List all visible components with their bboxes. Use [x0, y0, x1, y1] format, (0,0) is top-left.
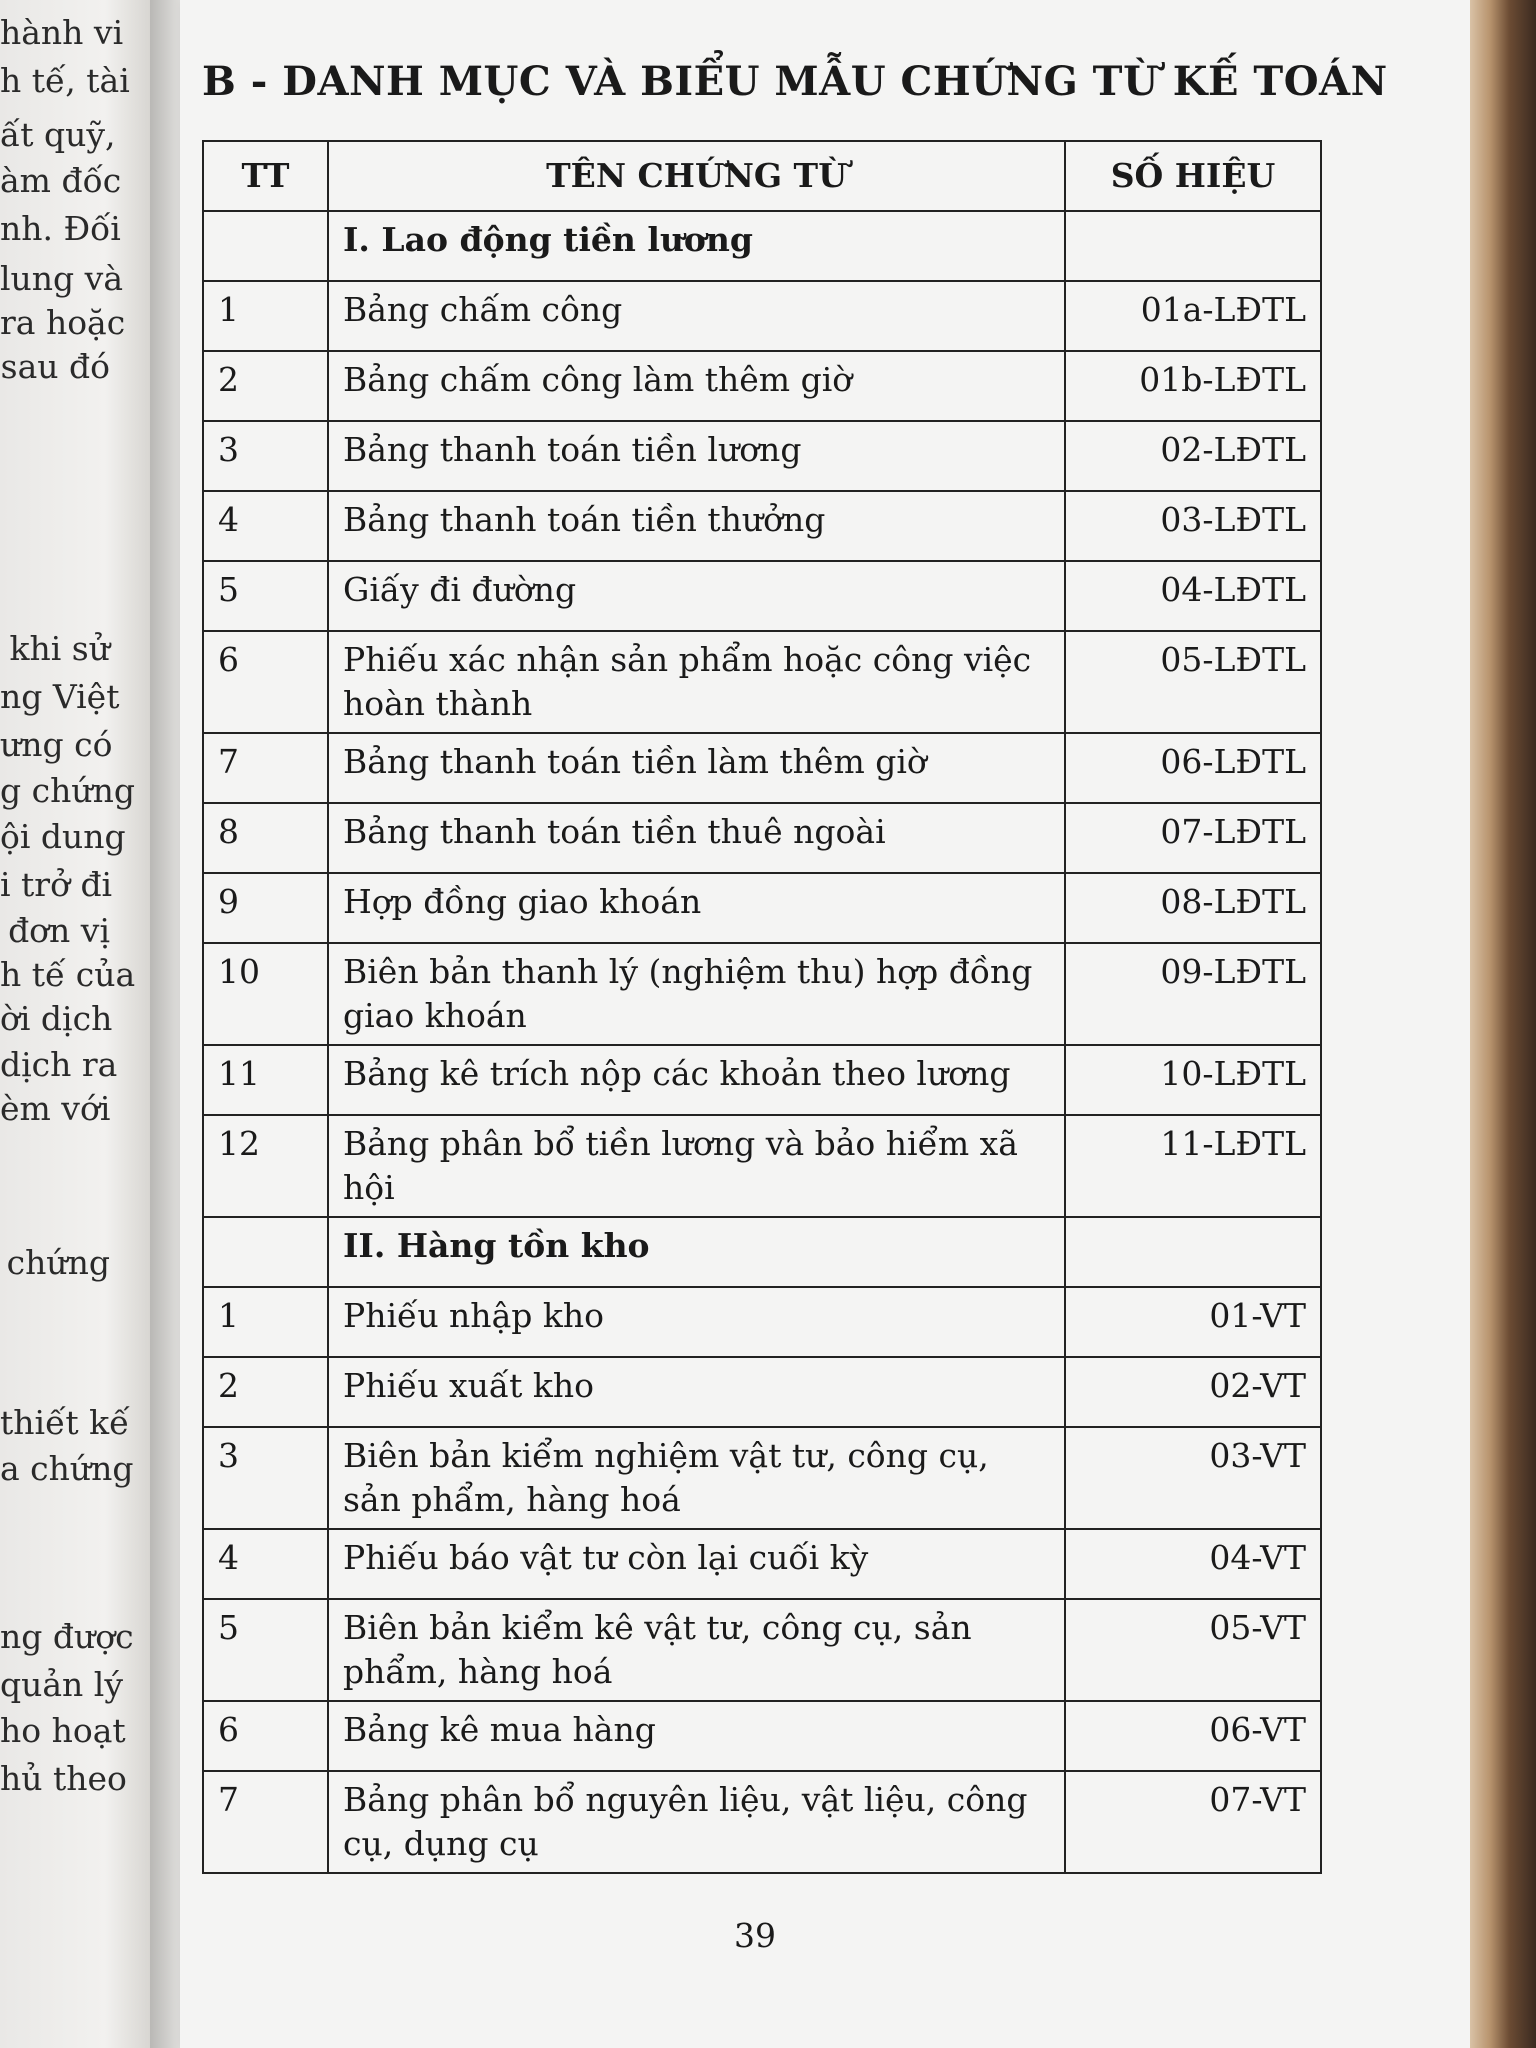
left-page-text-line: ội dung [0, 817, 126, 856]
document-name: Biên bản kiểm kê vật tư, công cụ, sản phẩm, hàng hoá [328, 1599, 1065, 1701]
left-page-text-line: chứng [6, 1243, 110, 1282]
left-page-text-line: thiết kế [0, 1403, 130, 1442]
left-page-text-line: èm với [0, 1089, 111, 1128]
table-row [203, 1529, 1321, 1599]
document-code: 02-VT [1065, 1357, 1321, 1427]
document-code: 01b-LĐTL [1065, 351, 1321, 421]
left-page-text-line: g chứng [0, 771, 135, 810]
row-number: 5 [203, 1599, 328, 1701]
document-catalog-table [202, 140, 1322, 1874]
document-code: 02-LĐTL [1065, 421, 1321, 491]
document-name: Bảng thanh toán tiền làm thêm giờ [328, 733, 1065, 803]
row-number: 1 [203, 1287, 328, 1357]
table-row [203, 1045, 1321, 1115]
section-tt-cell [203, 211, 328, 281]
left-page-text-line: ng Việt [0, 677, 120, 716]
left-page-text-line: ng được [0, 1617, 134, 1656]
section-title-cell: I. Lao động tiền lương [328, 211, 1065, 281]
section-row [203, 211, 1321, 281]
left-page-text-line: nh. Đối [0, 209, 121, 248]
table-row [203, 1771, 1321, 1873]
row-number: 7 [203, 733, 328, 803]
section-title: B - DANH MỤC VÀ BIỂU MẪU CHỨNG TỪ KẾ TOÁN [202, 58, 1388, 105]
header-code: SỐ HIỆU [1065, 141, 1321, 211]
section-title-cell: II. Hàng tồn kho [328, 1217, 1065, 1287]
left-page-text-line: hủ theo [0, 1759, 127, 1798]
document-code: 05-LĐTL [1065, 631, 1321, 733]
document-name: Bảng thanh toán tiền lương [328, 421, 1065, 491]
document-code: 06-LĐTL [1065, 733, 1321, 803]
document-code: 01a-LĐTL [1065, 281, 1321, 351]
document-code: 07-VT [1065, 1771, 1321, 1873]
document-name: Bảng phân bổ nguyên liệu, vật liệu, công cụ, dụng cụ [328, 1771, 1065, 1873]
document-code: 07-LĐTL [1065, 803, 1321, 873]
left-page-text-line: dịch ra [0, 1045, 118, 1084]
table-row [203, 421, 1321, 491]
document-name: Bảng kê trích nộp các khoản theo lương [328, 1045, 1065, 1115]
document-name: Phiếu xuất kho [328, 1357, 1065, 1427]
book-stack-edge [1470, 0, 1536, 2048]
left-page-text-line: khi sử [9, 629, 110, 668]
left-page-text-line: ất quỹ, [0, 115, 116, 154]
section-code-cell [1065, 211, 1321, 281]
document-name: Phiếu báo vật tư còn lại cuối kỳ [328, 1529, 1065, 1599]
left-page-text-line: hành vi [0, 13, 124, 52]
table-row [203, 1287, 1321, 1357]
left-page-text-line: sau đó [0, 347, 110, 386]
document-name: Phiếu nhập kho [328, 1287, 1065, 1357]
row-number: 6 [203, 631, 328, 733]
document-code: 08-LĐTL [1065, 873, 1321, 943]
left-page-text-line: h tế, tài [0, 61, 130, 100]
table-row [203, 491, 1321, 561]
document-name: Hợp đồng giao khoán [328, 873, 1065, 943]
table-row [203, 873, 1321, 943]
document-name: Bảng thanh toán tiền thưởng [328, 491, 1065, 561]
left-page-text-line: a chứng [0, 1449, 134, 1488]
left-page-text-line: đơn vị [8, 911, 110, 950]
table-row [203, 281, 1321, 351]
document-name: Bảng phân bổ tiền lương và bảo hiểm xã hội [328, 1115, 1065, 1217]
document-code: 11-LĐTL [1065, 1115, 1321, 1217]
left-page-text-line: ra hoặc [0, 303, 126, 342]
section-row [203, 1217, 1321, 1287]
left-page-text-line: ời dịch [0, 999, 113, 1038]
table-row [203, 943, 1321, 1045]
left-page-text-line: ho hoạt [0, 1711, 126, 1750]
row-number: 1 [203, 281, 328, 351]
document-name: Biên bản kiểm nghiệm vật tư, công cụ, sản phẩm, hàng hoá [328, 1427, 1065, 1529]
document-code: 09-LĐTL [1065, 943, 1321, 1045]
table-body [203, 211, 1321, 1873]
document-name: Biên bản thanh lý (nghiệm thu) hợp đồng giao khoán [328, 943, 1065, 1045]
document-name: Bảng kê mua hàng [328, 1701, 1065, 1771]
table-row [203, 1357, 1321, 1427]
row-number: 9 [203, 873, 328, 943]
row-number: 7 [203, 1771, 328, 1873]
table-row [203, 1701, 1321, 1771]
table-row [203, 733, 1321, 803]
document-code: 10-LĐTL [1065, 1045, 1321, 1115]
row-number: 5 [203, 561, 328, 631]
document-page [180, 0, 1470, 2048]
row-number: 10 [203, 943, 328, 1045]
document-code: 03-VT [1065, 1427, 1321, 1529]
row-number: 3 [203, 421, 328, 491]
row-number: 11 [203, 1045, 328, 1115]
left-page-text-line: quản lý [0, 1665, 123, 1704]
left-page-text-line: i trở đi [0, 865, 113, 904]
left-page-text-line: àm đốc [0, 161, 122, 200]
row-number: 2 [203, 351, 328, 421]
page-number: 39 [734, 1916, 776, 1955]
previous-page-strip [0, 0, 150, 2048]
table-row [203, 1599, 1321, 1701]
document-code: 01-VT [1065, 1287, 1321, 1357]
table-header-row [203, 141, 1321, 211]
document-name: Giấy đi đường [328, 561, 1065, 631]
document-name: Phiếu xác nhận sản phẩm hoặc công việc hoàn thành [328, 631, 1065, 733]
document-code: 03-LĐTL [1065, 491, 1321, 561]
table-row [203, 1115, 1321, 1217]
document-code: 04-LĐTL [1065, 561, 1321, 631]
document-code: 04-VT [1065, 1529, 1321, 1599]
row-number: 12 [203, 1115, 328, 1217]
table-row [203, 631, 1321, 733]
document-name: Bảng chấm công [328, 281, 1065, 351]
document-code: 05-VT [1065, 1599, 1321, 1701]
left-page-text-line: h tế của [0, 955, 136, 994]
document-name: Bảng thanh toán tiền thuê ngoài [328, 803, 1065, 873]
table-row [203, 351, 1321, 421]
table-row [203, 803, 1321, 873]
left-page-text-line: ưng có [0, 725, 113, 764]
row-number: 4 [203, 1529, 328, 1599]
header-tt: TT [203, 141, 328, 211]
section-code-cell [1065, 1217, 1321, 1287]
table-row [203, 561, 1321, 631]
row-number: 6 [203, 1701, 328, 1771]
document-name: Bảng chấm công làm thêm giờ [328, 351, 1065, 421]
row-number: 4 [203, 491, 328, 561]
header-name: TÊN CHỨNG TỪ [328, 141, 1065, 211]
row-number: 2 [203, 1357, 328, 1427]
row-number: 8 [203, 803, 328, 873]
document-code: 06-VT [1065, 1701, 1321, 1771]
section-tt-cell [203, 1217, 328, 1287]
row-number: 3 [203, 1427, 328, 1529]
table-row [203, 1427, 1321, 1529]
left-page-text-line: lung và [0, 259, 123, 298]
